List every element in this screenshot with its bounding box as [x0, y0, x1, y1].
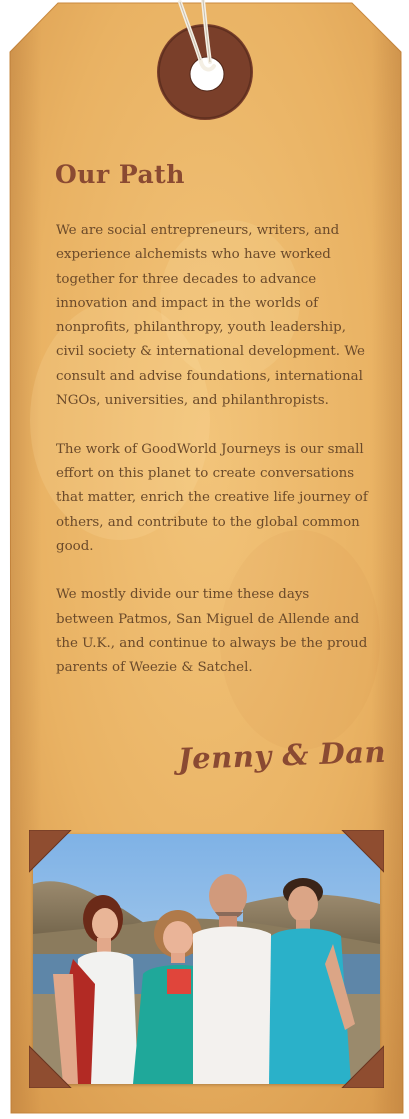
tag-string — [0, 0, 409, 120]
page-title: Our Path — [55, 160, 185, 189]
photo-corner-top-left — [29, 830, 73, 874]
photo-corner-top-right — [340, 830, 384, 874]
family-photo — [33, 834, 380, 1084]
paragraph-work: The work of GoodWorld Journeys is our small effort on this planet to create conversations that matter, enrich the creative life journey of others, and contribute to the global common good. — [56, 441, 368, 554]
about-text — [56, 219, 368, 705]
paragraph-home: We mostly divide our time these days between Patmos, San Miguel de Allende and the U.K., and continue to always be the proud parents of Weezie & Satchel. — [56, 587, 368, 676]
paragraph-intro: We are social entrepreneurs, writers, and experience alchemists who have worked together for three decades to advance innovation and impact in the worlds of nonprofits, philanthropy, youth leadership, civil society & international development. We consult and advise foundations, international NGOs, universities, and philanthropists. — [56, 223, 365, 409]
signature: Jenny & Dan — [177, 734, 387, 776]
family-photo-frame — [33, 834, 380, 1084]
photo-corner-bottom-left — [29, 1044, 73, 1088]
photo-corner-bottom-right — [340, 1044, 384, 1088]
